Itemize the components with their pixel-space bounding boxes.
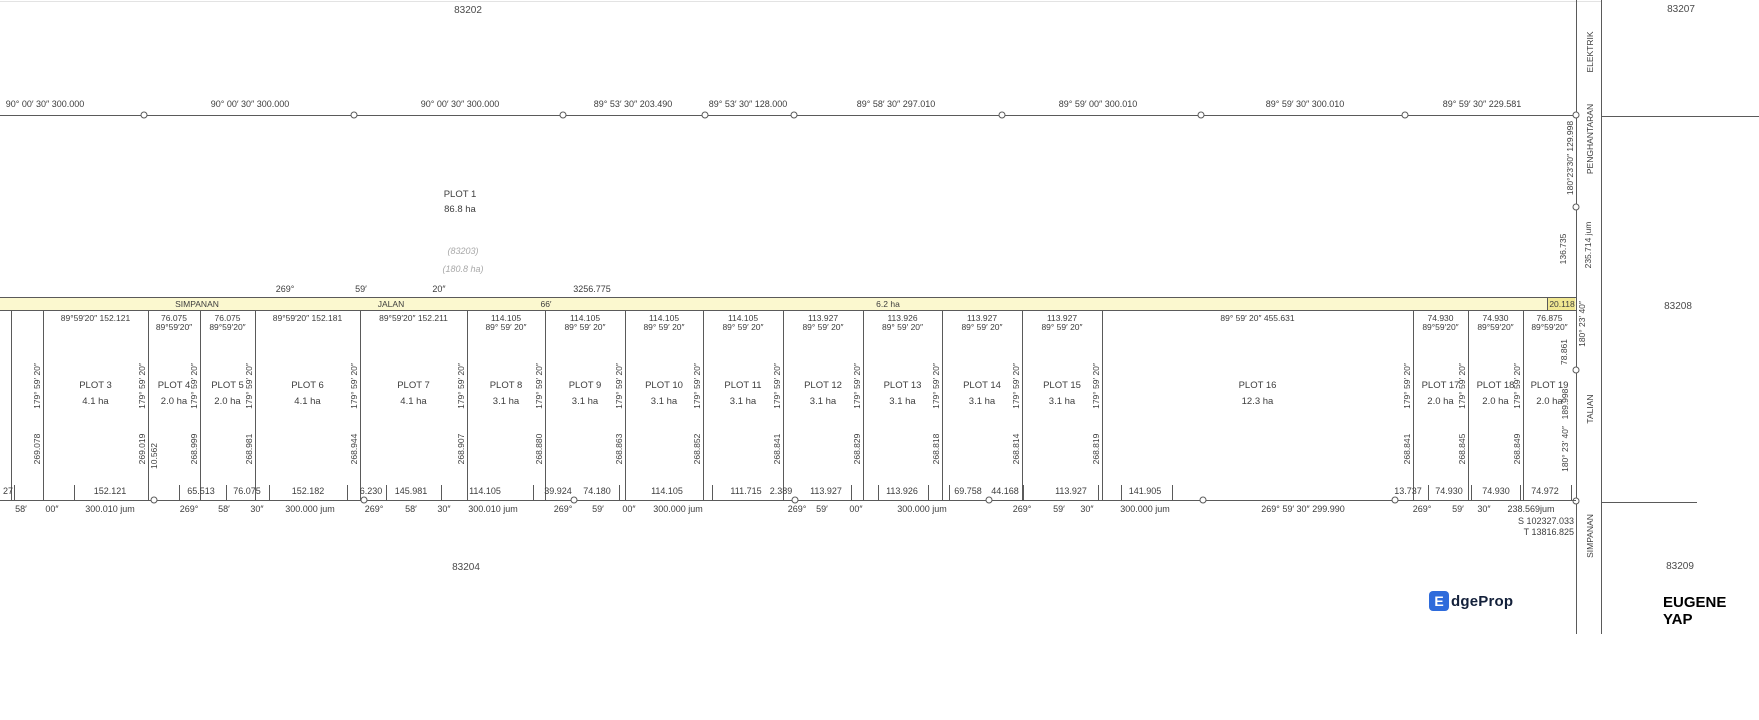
segment-distance: 145.981 xyxy=(394,486,428,496)
plot-frontage-distance: 114.105 xyxy=(490,313,522,323)
parcel-number: 83208 xyxy=(1664,301,1692,312)
measure-tick xyxy=(441,485,442,500)
plot-area: 3.1 ha xyxy=(968,396,996,407)
plot-area: 4.1 ha xyxy=(82,396,109,407)
plot-frontage-distance: 113.927 xyxy=(807,313,839,323)
plot-frontage-bearing: 89° 59′ 20″ xyxy=(961,322,1003,332)
survey-annotation: 180° 23′ 40″ xyxy=(1576,301,1587,347)
segment-distance: 74.930 xyxy=(1435,486,1463,496)
segment-bearing: 00″ xyxy=(45,504,59,514)
plot-name: PLOT 1 xyxy=(443,189,477,200)
segment-distance: 2.389 xyxy=(769,486,793,496)
boundary-distance: 269.019 xyxy=(136,433,147,465)
survey-bearing-distance: 89° 59′ 30″ 229.581 xyxy=(1442,99,1522,109)
segment-distance: 113.927 xyxy=(810,486,842,496)
plot-frontage-bearing: 89° 59′ 20″ xyxy=(722,322,764,332)
road-end-distance: 20.118 xyxy=(1549,299,1575,309)
boundary-distance: 268.818 xyxy=(930,433,941,465)
plot-name: PLOT 6 xyxy=(291,380,324,391)
survey-node xyxy=(571,497,578,504)
segment-distance: 141.905 xyxy=(1128,486,1162,496)
plot-frontage-bearing: 89° 59′ 20″ xyxy=(485,322,527,332)
survey-node xyxy=(1573,112,1580,119)
survey-node xyxy=(560,112,567,119)
parcel-number: 83204 xyxy=(452,562,480,573)
segment-distance: 76.075 xyxy=(233,486,261,496)
plot-boundary-line xyxy=(703,311,704,500)
plot-area: 2.0 ha xyxy=(1482,396,1509,407)
survey-annotation: 235.714 jum xyxy=(1582,221,1593,269)
plot-name: PLOT 16 xyxy=(1238,380,1277,391)
segment-distance: 27 xyxy=(2,486,14,496)
plot-boundary-line xyxy=(467,311,468,500)
boundary-bearing: 179° 59′ 20″ xyxy=(188,363,199,409)
plot-frontage-distance: 113.926 xyxy=(887,313,918,323)
segment-bearing: 00″ xyxy=(849,504,863,514)
plot-area: 3.1 ha xyxy=(889,396,916,407)
survey-bearing-distance: 89° 59′ 00″ 300.010 xyxy=(1058,99,1138,109)
survey-bearing-distance: 89° 58′ 30″ 297.010 xyxy=(856,99,936,109)
measure-tick xyxy=(1520,485,1521,500)
plot-area: 4.1 ha xyxy=(400,396,427,407)
segment-bearing: 269° xyxy=(787,504,807,514)
survey-bearing-distance: 89° 53′ 30″ 203.490 xyxy=(593,99,673,109)
plot-frontage-distance: 114.105 xyxy=(648,313,680,323)
segment-bearing: 269° xyxy=(553,504,573,514)
plot-area: 3.1 ha xyxy=(1048,396,1076,407)
segment-bearing: 30″ xyxy=(437,504,451,514)
plot-area: 2.0 ha xyxy=(214,396,241,407)
boundary-bearing: 179° 59′ 20″ xyxy=(1511,363,1522,409)
plot-frontage-label: 89°59′20″ 152.181 xyxy=(272,313,343,323)
plot-boundary-line xyxy=(1022,311,1023,500)
parcel-number: 83207 xyxy=(1667,4,1695,15)
segment-distance: 152.182 xyxy=(291,486,325,496)
plot-boundary-line xyxy=(43,311,44,500)
measure-tick xyxy=(14,485,15,500)
segment-distance: 65.513 xyxy=(187,486,215,496)
survey-line-top-stub xyxy=(1601,116,1759,117)
segment-distance: 74.930 xyxy=(1482,486,1510,496)
measure-tick xyxy=(1471,485,1472,500)
segment-bearing: 300.000 jum xyxy=(653,504,703,514)
plot-area: 2.0 ha xyxy=(160,396,188,407)
boundary-bearing: 179° 59′ 20″ xyxy=(930,363,941,409)
plot-name: PLOT 12 xyxy=(804,380,842,391)
segment-distance: 114.105 xyxy=(651,486,683,496)
plot-boundary-line xyxy=(148,311,149,500)
plot-boundary-line xyxy=(1413,311,1414,500)
segment-bearing: 300.010 jum xyxy=(468,504,518,514)
plot-boundary-line xyxy=(1468,311,1469,500)
plot-frontage-bearing: 89°59′20″ xyxy=(209,322,246,332)
segment-bearing: 300.000 jum xyxy=(285,504,335,514)
survey-annotation: 10.562 xyxy=(148,443,159,469)
plot-frontage-bearing: 89°59′20″ xyxy=(1477,322,1514,332)
survey-annotation: 180°23′30″ 129.998 xyxy=(1564,120,1575,196)
parent-lot-number: (83203) xyxy=(447,246,479,256)
measure-tick xyxy=(619,485,620,500)
plot-name: PLOT 11 xyxy=(724,380,762,391)
segment-distance: 113.927 xyxy=(1055,486,1087,496)
segment-distance: 74.972 xyxy=(1531,486,1559,496)
plot-frontage-distance: 114.105 xyxy=(569,313,601,323)
plot-boundary-line xyxy=(625,311,626,500)
survey-node xyxy=(1392,497,1399,504)
survey-node xyxy=(1573,498,1580,505)
measure-tick xyxy=(1121,485,1122,500)
plot-frontage-bearing: 89° 59′ 20″ xyxy=(802,322,844,332)
plot-frontage-label: 89°59′20″ 152.211 xyxy=(379,313,448,323)
measure-tick xyxy=(928,485,929,500)
measure-tick xyxy=(1023,485,1024,500)
road-bearing-distance: 269° xyxy=(275,284,295,294)
boundary-bearing: 179° 59′ 20″ xyxy=(136,363,147,409)
coordinate-s: S 102327.033 xyxy=(1517,516,1574,526)
boundary-bearing: 179° 59′ 20″ xyxy=(851,363,862,409)
survey-node xyxy=(1402,112,1409,119)
segment-distance: 6.230 xyxy=(359,486,383,496)
plot-frontage-distance: 114.105 xyxy=(727,313,759,323)
plot-frontage-bearing: 89° 59′ 20″ xyxy=(643,322,685,332)
survey-node xyxy=(792,497,799,504)
survey-line-bottom xyxy=(0,500,1576,501)
survey-annotation: 136.735 xyxy=(1557,233,1568,265)
plot-boundary-line xyxy=(200,311,201,500)
measure-tick xyxy=(851,485,852,500)
boundary-distance: 268.814 xyxy=(1010,433,1021,465)
plot-area: 3.1 ha xyxy=(729,396,757,407)
plot-frontage-bearing: 89° 59′ 20″ xyxy=(1041,322,1083,332)
segment-bearing: 238.569jum xyxy=(1507,504,1555,514)
road-label: JALAN xyxy=(377,299,405,309)
plot-frontage-distance: 74.930 xyxy=(1482,313,1509,323)
plot-frontage-bearing: 89°59′20″ xyxy=(155,322,193,332)
measure-tick xyxy=(1428,485,1429,500)
survey-annotation: 78.861 xyxy=(1558,339,1569,365)
survey-bearing-distance: 89° 53′ 30″ 128.000 xyxy=(708,99,788,109)
boundary-distance: 268.944 xyxy=(348,433,359,465)
measure-tick xyxy=(386,485,387,500)
boundary-distance: 268.852 xyxy=(691,433,702,465)
plot-area: 3.1 ha xyxy=(809,396,837,407)
survey-annotation: 180° 23′ 40″ xyxy=(1559,426,1570,472)
survey-line-top xyxy=(0,115,1576,116)
segment-bearing: 30″ xyxy=(1080,504,1094,514)
segment-bearing: 269° xyxy=(1412,504,1432,514)
boundary-distance: 268.981 xyxy=(243,433,254,465)
plot-frontage-distance: 76.075 xyxy=(161,313,187,323)
plot-frontage-distance: 113.927 xyxy=(1046,313,1078,323)
plot-frontage-distance: 76.875 xyxy=(1536,313,1563,323)
plot-frontage-distance: 113.927 xyxy=(966,313,998,323)
plot-boundary-line xyxy=(783,311,784,500)
segment-bearing: 269° xyxy=(1012,504,1032,514)
plot-frontage-bearing: 89°59′20″ xyxy=(1422,322,1459,332)
parcel-number: 83202 xyxy=(454,5,482,16)
segment-bearing: 58′ xyxy=(218,504,230,514)
edgeprop-logo-text: dgeProp xyxy=(1451,592,1514,610)
plot-area: 86.8 ha xyxy=(444,204,476,215)
reserve-label: PENGHANTARAN xyxy=(1584,103,1595,175)
segment-distance: 13.737 xyxy=(1394,486,1422,496)
measure-tick xyxy=(226,485,227,500)
plot-frontage-label: 89° 59′ 20″ 455.631 xyxy=(1220,313,1295,323)
boundary-bearing: 179° 59′ 20″ xyxy=(243,363,254,409)
segment-bearing: 300.000 jum xyxy=(1120,504,1170,514)
edgeprop-logo-icon: E xyxy=(1429,591,1449,611)
measure-tick xyxy=(1571,485,1572,500)
survey-node xyxy=(1200,497,1207,504)
plot-frontage-bearing: 89°59′20″ xyxy=(1531,322,1568,332)
plot-name: PLOT 3 xyxy=(79,380,112,391)
boundary-bearing: 179° 59′ 20″ xyxy=(1010,363,1021,409)
image-edge xyxy=(0,1,1601,2)
boundary-bearing: 179° 59′ 20″ xyxy=(613,363,624,409)
survey-node xyxy=(151,497,158,504)
road-label: 66′ xyxy=(540,299,552,309)
survey-annotation: 189.998 xyxy=(1559,388,1570,420)
plot-name: PLOT 8 xyxy=(489,380,523,391)
segment-bearing: 30″ xyxy=(250,504,264,514)
road-label: SIMPANAN xyxy=(175,299,219,309)
plot-frontage-distance: 76.075 xyxy=(214,313,241,323)
segment-bearing: 30″ xyxy=(1477,504,1491,514)
measure-tick xyxy=(949,485,950,500)
survey-node xyxy=(361,497,368,504)
measure-tick xyxy=(712,485,713,500)
segment-distance: 74.180 xyxy=(583,486,611,496)
measure-tick xyxy=(269,485,270,500)
segment-distance: 44.168 xyxy=(991,486,1019,496)
survey-bearing-distance: 89° 59′ 30″ 300.010 xyxy=(1265,99,1345,109)
boundary-distance: 269.078 xyxy=(31,433,42,465)
segment-bearing: 300.010 jum xyxy=(85,504,135,514)
plot-area: 2.0 ha xyxy=(1536,396,1563,407)
segment-distance: 111.715 xyxy=(730,486,762,496)
plot-name: PLOT 13 xyxy=(883,380,922,391)
plot-area: 3.1 ha xyxy=(650,396,678,407)
measure-tick xyxy=(179,485,180,500)
parcel-number: 83209 xyxy=(1666,561,1694,572)
boundary-distance: 268.880 xyxy=(533,433,544,465)
boundary-bearing: 179° 59′ 20″ xyxy=(533,363,544,409)
plot-boundary-line xyxy=(1102,311,1103,500)
strip-divider xyxy=(1547,297,1548,311)
reserve-label: TALIAN xyxy=(1584,394,1595,424)
plot-frontage-bearing: 89° 59′ 20″ xyxy=(564,322,606,332)
survey-bearing-distance: 90° 00′ 30″ 300.000 xyxy=(210,99,290,109)
segment-bearing: 59′ xyxy=(592,504,604,514)
segment-distance: 39.924 xyxy=(544,486,572,496)
boundary-bearing: 179° 59′ 20″ xyxy=(1456,363,1467,409)
watermark-author: EUGENE YAP xyxy=(1663,594,1727,628)
boundary-bearing: 179° 59′ 20″ xyxy=(1090,363,1101,409)
boundary-distance: 268.999 xyxy=(188,433,199,465)
segment-bearing: 300.000 jum xyxy=(897,504,947,514)
reserve-line xyxy=(1601,0,1602,634)
reserve-label: SIMPANAN xyxy=(1584,514,1595,558)
boundary-bearing: 179° 59′ 20″ xyxy=(348,363,359,409)
survey-bearing-distance: 90° 00′ 30″ 300.000 xyxy=(420,99,500,109)
boundary-distance: 268.849 xyxy=(1511,433,1522,465)
survey-node xyxy=(1573,204,1580,211)
survey-node xyxy=(141,112,148,119)
plot-area: 2.0 ha xyxy=(1427,396,1454,407)
plot-area: 4.1 ha xyxy=(294,396,321,407)
survey-node xyxy=(702,112,709,119)
boundary-distance: 268.845 xyxy=(1456,433,1467,465)
segment-distance: 152.121 xyxy=(93,486,127,496)
survey-line-bottom-stub xyxy=(1601,502,1697,503)
segment-bearing: 269° xyxy=(179,504,199,514)
plot-area: 12.3 ha xyxy=(1241,396,1274,407)
plot-name: PLOT 17 xyxy=(1421,380,1460,391)
boundary-distance: 268.841 xyxy=(771,433,782,465)
measure-tick xyxy=(1098,485,1099,500)
survey-node xyxy=(986,497,993,504)
boundary-distance: 268.907 xyxy=(455,433,466,465)
plot-area: 3.1 ha xyxy=(492,396,520,407)
plot-boundary-line xyxy=(1523,311,1524,500)
segment-bearing: 00″ xyxy=(622,504,636,514)
plot-boundary-line xyxy=(11,311,12,500)
survey-node xyxy=(1573,367,1580,374)
plot-name: PLOT 19 xyxy=(1530,380,1569,391)
boundary-distance: 268.863 xyxy=(613,433,624,465)
segment-distance: 114.105 xyxy=(469,486,501,496)
plot-name: PLOT 4 xyxy=(157,380,191,391)
plot-boundary-line xyxy=(545,311,546,500)
coordinate-t: T 13816.825 xyxy=(1523,527,1574,537)
plot-frontage-distance: 74.930 xyxy=(1427,313,1454,323)
plot-name: PLOT 10 xyxy=(645,380,683,391)
plot-boundary-line xyxy=(255,311,256,500)
segment-bearing: 59′ xyxy=(1452,504,1464,514)
plot-name: PLOT 14 xyxy=(963,380,1001,391)
reserve-label: ELEKTRIK xyxy=(1584,31,1595,73)
edgeprop-logo[interactable] xyxy=(1429,591,1513,611)
plot-frontage-label: 89°59′20″ 152.121 xyxy=(60,313,131,323)
plot-area: 3.1 ha xyxy=(571,396,599,407)
survey-node xyxy=(999,112,1006,119)
segment-bearing: 269° xyxy=(364,504,384,514)
segment-bearing: 269° 59′ 30″ 299.990 xyxy=(1261,504,1345,514)
segment-distance: 69.758 xyxy=(954,486,982,496)
survey-node xyxy=(351,112,358,119)
segment-bearing: 58′ xyxy=(15,504,27,514)
boundary-distance: 268.819 xyxy=(1090,433,1101,465)
road-bearing-distance: 3256.775 xyxy=(573,284,611,294)
boundary-bearing: 179° 59′ 20″ xyxy=(691,363,702,409)
measure-tick xyxy=(533,485,534,500)
parent-lot-area: (180.8 ha) xyxy=(442,264,484,274)
plot-frontage-bearing: 89° 59′ 20″ xyxy=(881,322,924,332)
boundary-distance: 268.829 xyxy=(851,433,862,465)
boundary-bearing: 179° 59′ 20″ xyxy=(1401,363,1412,409)
plot-boundary-line xyxy=(360,311,361,500)
plot-name: PLOT 15 xyxy=(1043,380,1081,391)
survey-bearing-distance: 90° 00′ 30″ 300.000 xyxy=(5,99,85,109)
boundary-bearing: 179° 59′ 20″ xyxy=(771,363,782,409)
measure-tick xyxy=(347,485,348,500)
plot-name: PLOT 5 xyxy=(211,380,244,391)
plot-name: PLOT 7 xyxy=(397,380,430,391)
segment-bearing: 59′ xyxy=(1053,504,1065,514)
plot-boundary-line xyxy=(942,311,943,500)
road-reserve-strip xyxy=(0,297,1576,311)
boundary-bearing: 179° 59′ 20″ xyxy=(31,363,42,409)
plot-name: PLOT 9 xyxy=(568,380,602,391)
plot-name: PLOT 18 xyxy=(1476,380,1515,391)
survey-node xyxy=(1198,112,1205,119)
road-label: 6.2 ha xyxy=(876,299,900,309)
boundary-bearing: 179° 59′ 20″ xyxy=(455,363,466,409)
measure-tick xyxy=(878,485,879,500)
segment-bearing: 58′ xyxy=(405,504,417,514)
segment-bearing: 59′ xyxy=(816,504,828,514)
plot-boundary-line xyxy=(863,311,864,500)
survey-node xyxy=(791,112,798,119)
road-bearing-distance: 20″ xyxy=(432,284,446,294)
measure-tick xyxy=(1172,485,1173,500)
measure-tick xyxy=(74,485,75,500)
road-bearing-distance: 59′ xyxy=(355,284,367,294)
boundary-distance: 268.841 xyxy=(1401,433,1412,465)
segment-distance: 113.926 xyxy=(886,486,918,496)
